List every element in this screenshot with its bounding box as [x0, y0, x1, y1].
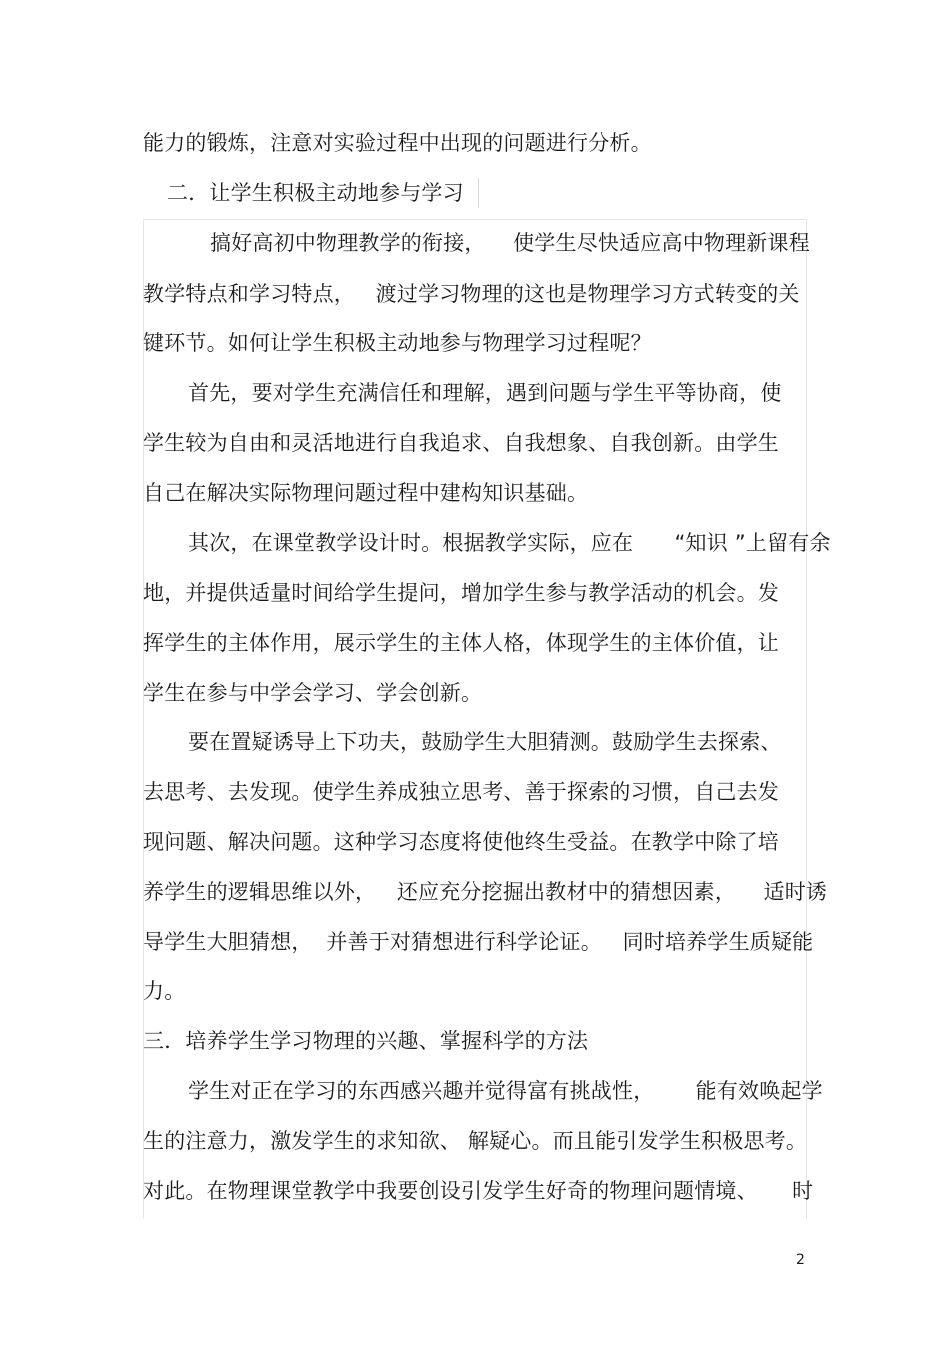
text-line: 要在置疑诱导上下功夫，鼓励学生大胆猜测。鼓励学生去探索、 — [188, 730, 782, 754]
text-line: 教学特点和学习特点， 渡过学习物理的这也是物理学习方式转变的关 — [143, 282, 800, 306]
text-line: 地，并提供适量时间给学生提问，增加学生参与教学活动的机会。发 — [143, 581, 779, 605]
text-line: 挥学生的主体作用，展示学生的主体人格，体现学生的主体价值，让 — [143, 631, 779, 655]
text-line: 学生对正在学习的东西感兴趣并觉得富有挑战性， 能有效唤起学 — [188, 1079, 823, 1103]
section-heading: 三．培养学生学习物理的兴趣、掌握科学的方法 — [143, 1029, 589, 1053]
text-line: 对此。在物理课堂教学中我要创设引发学生好奇的物理问题情境、 时 — [143, 1179, 814, 1203]
text-line: 自己在解决实际物理问题过程中建构知识基础。 — [143, 481, 589, 505]
text-line: 学生较为自由和灵活地进行自我追求、自我想象、自我创新。由学生 — [143, 431, 779, 455]
text-line: 搞好高初中物理教学的衔接， 使学生尽快适应高中物理新课程 — [210, 231, 810, 255]
text-line: 养学生的逻辑思维以外， 还应充分挖掘出教材中的猜想因素， 适时诱 — [143, 880, 828, 904]
text-line: 力。 — [143, 979, 186, 1003]
text-line: 生的注意力，激发学生的求知欲、 解疑心。而且能引发学生积极思考。 — [143, 1129, 808, 1153]
heading-divider — [478, 178, 479, 208]
text-line: 能力的锻炼，注意对实验过程中出现的问题进行分析。 — [143, 131, 652, 155]
text-line: 其次，在课堂教学设计时。根据教学实际，应在 “知识 ”上留有余 — [188, 531, 831, 555]
text-line: 去思考、去发现。使学生养成独立思考、善于探索的习惯，自己去发 — [143, 780, 779, 804]
text-line: 首先，要对学生充满信任和理解，遇到问题与学生平等协商，使 — [188, 381, 782, 405]
page-number: 2 — [796, 1252, 805, 1268]
content-frame — [143, 219, 807, 1219]
text-line: 现问题、解决问题。这种学习态度将使他终生受益。在教学中除了培 — [143, 830, 779, 854]
section-heading: 二．让学生积极主动地参与学习 — [167, 181, 464, 205]
text-line: 学生在参与中学会学习、学会创新。 — [143, 681, 483, 705]
text-line: 导学生大胆猜想， 并善于对猜想进行科学论证。 同时培养学生质疑能 — [143, 930, 814, 954]
text-line: 键环节。如何让学生积极主动地参与物理学习过程呢？ — [143, 331, 652, 355]
